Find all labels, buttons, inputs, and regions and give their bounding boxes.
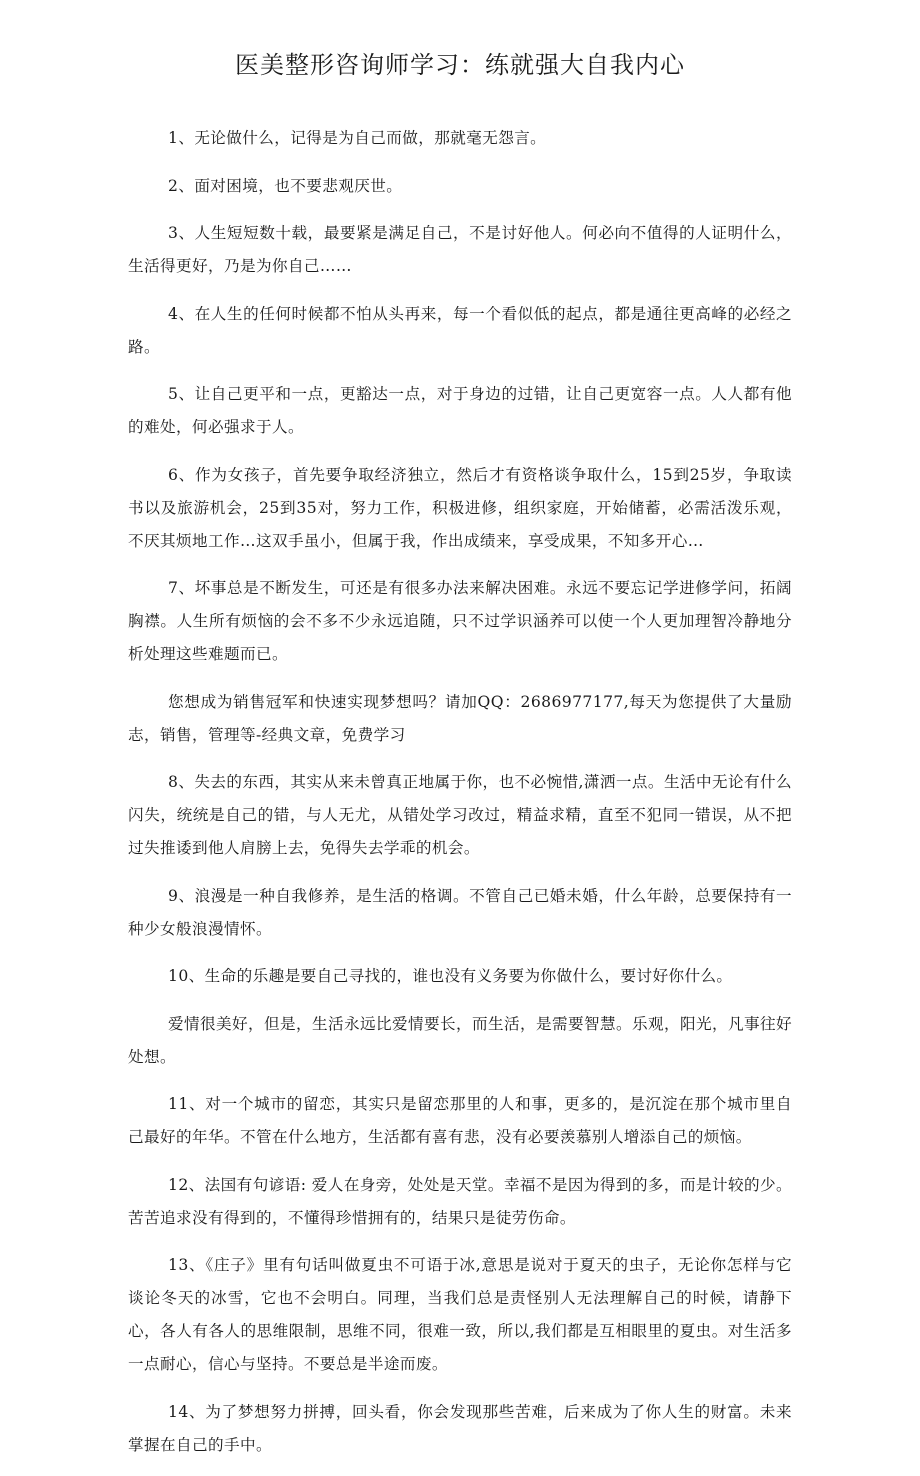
paragraph-4: 4、在人生的任何时候都不怕从头再来，每一个看似低的起点，都是通往更高峰的必经之路。 bbox=[128, 304, 792, 356]
paragraph-love: 爱情很美好，但是，生活永远比爱情要长，而生活，是需要智慧。乐观，阳光，凡事往好处想。 bbox=[128, 1014, 792, 1066]
paragraph-14: 14、为了梦想努力拼搏，回头看，你会发现那些苦难，后来成为了你人生的财富。未来掌握在自己的手中。 bbox=[128, 1402, 792, 1454]
paragraph-1: 1、无论做什么，记得是为自己而做，那就毫无怨言。 bbox=[168, 129, 547, 147]
paragraph-6: 6、作为女孩子，首先要争取经济独立，然后才有资格谈争取什么，15到25岁，争取读书以及旅游机会，25到35对，努力工作，积极进修，组织家庭，开始储蓄，必需活泼乐观，不厌其烦地工作…这双手虽小，但属于我，作出成绩来，享受成果，不知多开心… bbox=[128, 465, 792, 550]
paragraph-8: 8、失去的东西，其实从来未曾真正地属于你，也不必惋惜,潇洒一点。生活中无论有什么闪失，统统是自己的错，与人无尤，从错处学习改过，精益求精，直至不犯同一错误，从不把过失推诿到他人肩膀上去，免得失去学乖的机会。 bbox=[128, 773, 792, 857]
promo-paragraph: 您想成为销售冠军和快速实现梦想吗？请加QQ：2686977177,每天为您提供了大量励志，销售，管理等-经典文章，免费学习 bbox=[128, 692, 792, 744]
paragraph-5: 5、让自己更平和一点，更豁达一点，对于身边的过错，让自己更宽容一点。人人都有他的难处，何必强求于人。 bbox=[128, 385, 792, 436]
paragraph-9: 9、浪漫是一种自我修养，是生活的格调。不管自己已婚未婚，什么年龄，总要保持有一种少女般浪漫情怀。 bbox=[128, 886, 792, 938]
paragraph-10: 10、生命的乐趣是要自己寻找的，谁也没有义务要为你做什么，要讨好你什么。 bbox=[168, 967, 733, 985]
paragraph-11: 11、对一个城市的留恋，其实只是留恋那里的人和事，更多的，是沉淀在那个城市里自己最好的年华。不管在什么地方，生活都有喜有悲，没有必要羡慕别人增添自己的烦恼。 bbox=[128, 1095, 792, 1146]
paragraph-7: 7、坏事总是不断发生，可还是有很多办法来解决困难。永远不要忘记学进修学问，拓阔胸襟。人生所有烦恼的会不多不少永远追随，只不过学识涵养可以使一个人更加理智冷静地分析处理这些难题而已。 bbox=[128, 579, 792, 663]
paragraph-2: 2、面对困境，也不要悲观厌世。 bbox=[168, 176, 403, 195]
paragraph-12: 12、法国有句谚语: 爱人在身旁，处处是天堂。幸福不是因为得到的多，而是计较的少。苦苦追求没有得到的，不懂得珍惜拥有的，结果只是徒劳伤命。 bbox=[128, 1175, 792, 1227]
document-title: 医美整形咨询师学习：练就强大自我内心 bbox=[235, 51, 685, 79]
paragraph-3: 3、人生短短数十载，最要紧是满足自己，不是讨好他人。何必向不值得的人证明什么，生活得更好，乃是为你自己…… bbox=[128, 224, 792, 275]
document-body bbox=[128, 122, 792, 1476]
paragraph-13: 13、《庄子》里有句话叫做夏虫不可语于冰,意思是说对于夏天的虫子，无论你怎样与它谈论冬天的冰雪，它也不会明白。同理，当我们总是责怪别人无法理解自己的时候，请静下心，各人有各人的思维限制，思维不同，很难一致，所以,我们都是互相眼里的夏虫。对生活多一点耐心，信心与坚持。不要总是半途而废。 bbox=[128, 1256, 792, 1373]
